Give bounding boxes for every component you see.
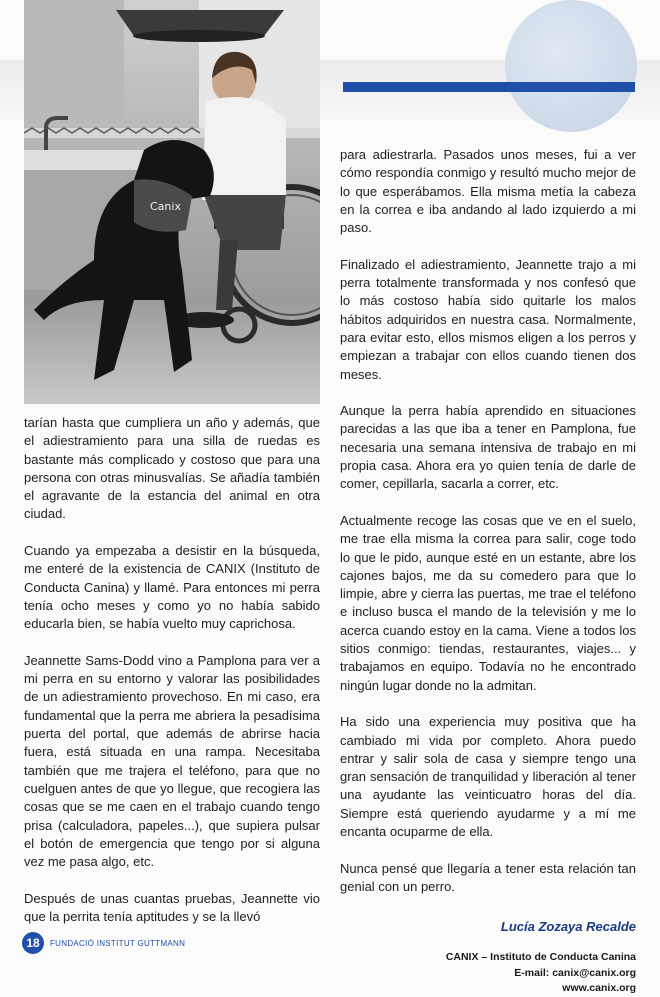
paragraph: Cuando ya empezaba a desistir en la búsqueda, me enteré de la existencia de CANIX (Instituto de Conducta Canina) y llamé. Para entonces mi perra tenía ocho meses y como yo no había sabido educarla bien, se había vuelto muy caprichosa.: [24, 543, 320, 632]
paragraph: Actualmente recoge las cosas que ve en el suelo, me trae ella misma la correa para salir, coge todo lo que le pido, aunque esté en un estante, abre los cajones bajos, me da su comedero para que lo limpie, abre y cierra las puertas, me trae el teléfono e incluso busca el mando de la televisión y me lo acerca cuando estoy en la cama. Viene a todos los sitios conmigo: tiendas, restaurantes, viajes... y trabajamos en equipo. Todavía no he encontrado ningún lugar donde no la admitan.: [340, 512, 636, 693]
paragraph: para adiestrarla. Pasados unos meses, fui a ver cómo respondía conmigo y resultó mucho mejor de lo que esperábamos. Ella misma metía la cabeza en la correa e iba andando al lado izquierdo a mi paso.: [340, 147, 636, 236]
contact-email: E-mail: canix@canix.org: [514, 966, 636, 979]
page-footer: [22, 932, 185, 954]
paragraph: Después de unas cuantas pruebas, Jeannette vio que la perrita tenía aptitudes y se la llevó: [24, 890, 320, 925]
paragraph: tarían hasta que cumpliera un año y además, que el adiestramiento para una silla de ruedas es bastante más complicado y costoso que para una persona con otras minusvalías. Se añadía también el agravante de la estancia del animal en otra ciudad.: [24, 415, 320, 522]
right-column: [340, 146, 636, 997]
paragraph: Ha sido una experiencia muy positiva que ha cambiado mi vida por completo. Ahora puedo entrar y salir sola de casa y siempre tengo una gran sensación de tranquilidad y liberación al tener una ayudante las veinticuatro horas del día. Siempre está queriendo ayudarme y a mí me encanta ocuparme de ella.: [340, 714, 636, 839]
paragraph: Jeannette Sams-Dodd vino a Pamplona para ver a mi perra en su entorno y valorar las posibilidades de un adiestramiento provechoso. En mi caso, era fundamental que la perra me abriera la pesadísima puerta del portal, que además de abrirse hacia fuera, está situada en una rampa. Necesitaba también que me trajera el teléfono, para que no cuelguen antes de que yo llegue, que recogiera las cosas que se me caen en el trabajo cuando tengo prisa (calculadora, papeles...), que supiera pulsar el botón de emergencia que tengo por si alguna vez me pasa algo, etc.: [24, 652, 320, 870]
article-photo: [24, 0, 320, 404]
decorative-circle: [505, 0, 637, 132]
paragraph: Nunca pensé que llegaría a tener esta relación tan genial con un perro.: [340, 860, 636, 894]
contact-org: CANIX – Instituto de Conducta Canina: [445, 951, 636, 964]
publication-name: FUNDACIÓ INSTITUT GUTTMANN: [50, 938, 186, 948]
left-column: [24, 414, 320, 945]
vest-label: Canix: [150, 200, 181, 213]
accent-bar: [343, 82, 635, 92]
contact-block: [340, 950, 636, 997]
contact-web: www.canix.org: [562, 982, 636, 995]
paragraph: Finalizado el adiestramiento, Jeannette trajo a mi perra totalmente transformada y nos confesó que lo más costoso había sido quitarle los malos hábitos adquiridos en nuestra casa. Normalmente, para evitar esto, ellos mismos eligen a los perros y empiezan a trabajar con ellos cuando tienen dos meses.: [340, 256, 636, 382]
author-name: Lucía Zozaya Recalde: [500, 919, 636, 935]
paragraph: Aunque la perra había aprendido en situaciones parecidas a las que iba a tener en Pamplona, fue necesaria una semana intensiva de trabajo en mi propia casa. Ahora era yo quien tenía de darle de comer, cepillarla, sacarla a correr, etc.: [340, 403, 636, 492]
page-number: 18: [22, 932, 44, 954]
